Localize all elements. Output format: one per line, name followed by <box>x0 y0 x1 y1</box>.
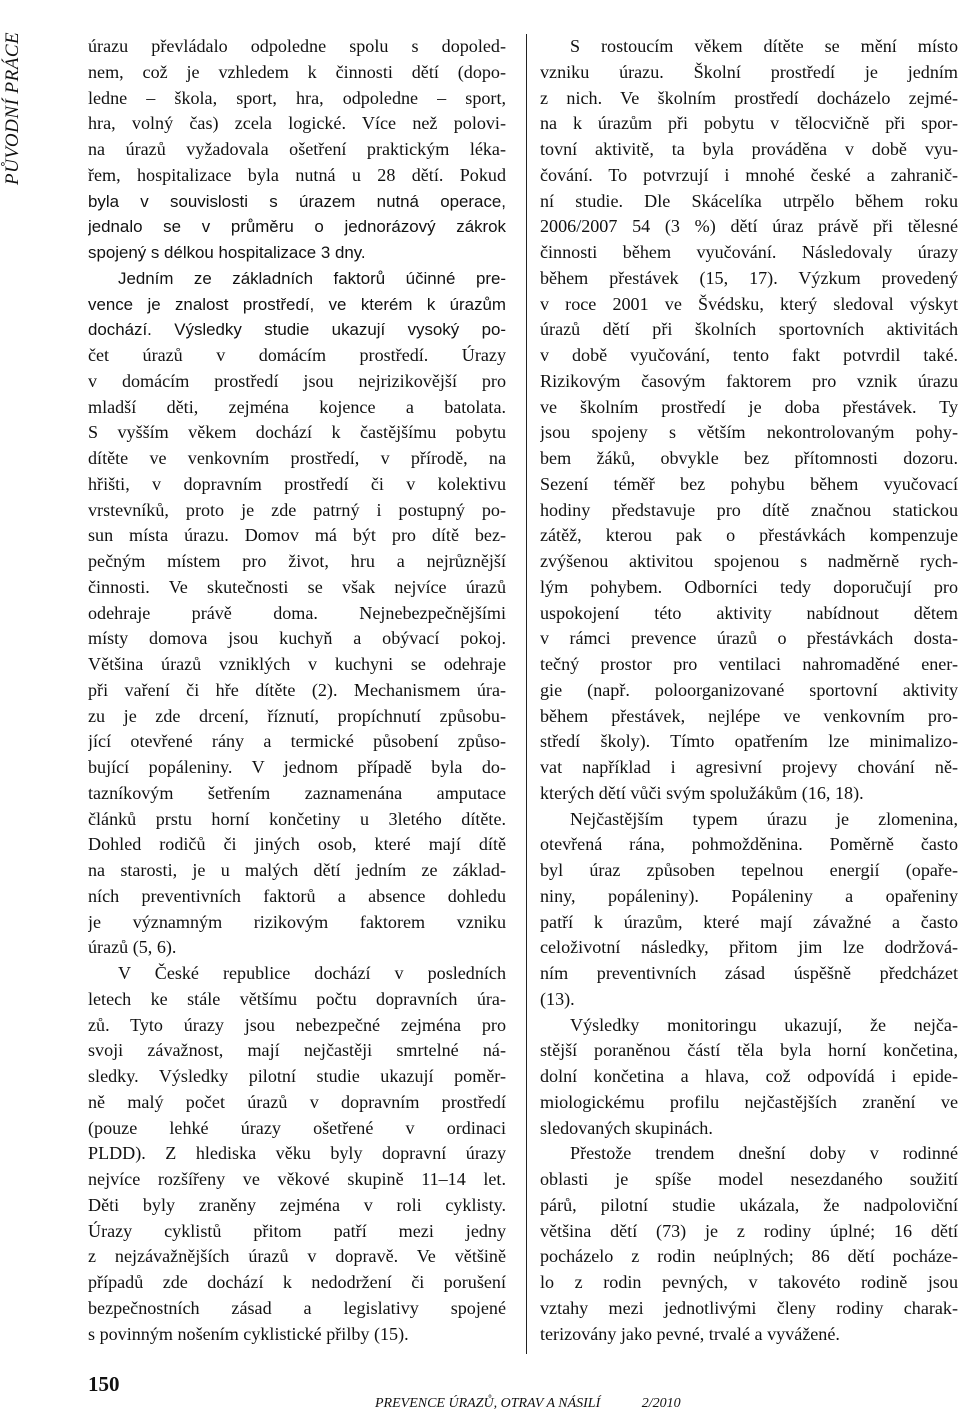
text-line: v rámci prevence úrazů o přestávkách dosta- <box>540 628 958 649</box>
text-line: během přestávek, nejlépe ve venkovním pro- <box>540 705 958 726</box>
text-line: zátěž, kterou pak o přestávkách kompenzuje <box>540 525 958 546</box>
page-number: 150 <box>88 1372 120 1396</box>
text-line: Sezení téměř bez pohybu během vyučovací <box>540 473 958 494</box>
text-line: tovní aktivitě, ta byla prováděna v době vyu- <box>540 139 958 159</box>
text-line: středí školy). Tímto opatřením lze minimalizo- <box>540 731 958 752</box>
text-line: sledovaných skupinách. <box>540 1117 713 1138</box>
text-line: celoživotní následky, přitom jim lze dodržová- <box>540 937 958 958</box>
text-line: pocházelo z rodin neúplných; 86 dětí pocháze- <box>540 1246 958 1267</box>
text-line: (pouze lehké úrazy ošetřené v ordinaci <box>88 1117 506 1138</box>
text-line: čování. To potvrzují i mnohé české a zahranič- <box>540 164 958 185</box>
text-line: ní studie. Dle Skácelíka utrpělo během roku <box>540 190 958 211</box>
text-line: stější poraněnou částí těla byla horní končetina, <box>540 1040 958 1061</box>
text-line: hřišti, v dopravním prostředí či v kolektivu <box>88 473 506 494</box>
text-line: 2006/2007 54 (3 %) dětí úraz právě při tělesné <box>540 216 958 237</box>
text-line: sun místa úrazu. Domov má být pro dítě bez- <box>88 525 506 546</box>
text-line: otevřená rána, pohmožděnina. Poměrně často <box>540 834 958 855</box>
text-line: jednalo se v průměru o jednorázový zákrok <box>88 217 506 237</box>
text-line: Rizikovým časovým faktorem pro vznik úrazu <box>540 370 958 391</box>
text-line: ve školním prostředí je doba přestávek. Ty <box>540 396 958 417</box>
text-line: gie (např. poloorganizované sportovní aktivity <box>540 679 958 700</box>
text-line: hodiny představuje pro dítě značnou statickou <box>540 499 958 520</box>
text-line: lo z rodin pevných, v takovéto rodině jsou <box>540 1272 958 1292</box>
text-line: niny, popáleniny). Popáleniny a opařeniny <box>540 885 958 906</box>
text-line: Přestože trendem dnešní doby v rodinné <box>570 1143 958 1164</box>
text-line: úrazů dětí při školních sportovních aktivitách <box>540 319 958 340</box>
text-line: při vaření či hře dítěte (2). Mechanismem úra- <box>88 679 506 700</box>
text-line: je významným rizikovým faktorem vzniku <box>88 911 506 932</box>
text-line: zvýšenou aktivitou spojenou s nadměrně rych- <box>540 551 958 571</box>
text-line: z nich. Ve školním prostředí docházelo zejmé- <box>540 87 958 108</box>
journal-name: PREVENCE ÚRAZŮ, OTRAV A NÁSILÍ <box>375 1396 601 1411</box>
text-line: vat například i agresivní projevy chování ně- <box>540 757 958 777</box>
text-line: vence je znalost prostředí, ve kterém k úrazům <box>88 294 506 314</box>
text-line: bem žáků, obvykle bez přítomnosti dozoru. <box>540 448 958 468</box>
text-line: Nejčastějším typem úrazu je zlomenina, <box>570 808 958 829</box>
text-line: nem, což je vzhledem k činnosti dětí (dopo- <box>88 61 506 82</box>
text-line: tečný prostor pro ventilaci nahromaděné ener- <box>540 654 958 674</box>
text-line: byla v souvislosti s úrazem nutná operace, <box>88 191 506 211</box>
text-line: párů, pilotní studie ukázala, že nadpoloviční <box>540 1194 958 1215</box>
text-line: V České republice dochází v posledních <box>118 963 506 983</box>
journal-issue: 2/2010 <box>641 1396 681 1411</box>
journal-footer <box>375 1396 681 1412</box>
text-line: spojený s délkou hospitalizace 3 dny. <box>88 243 366 262</box>
text-line: jící otevřené rány a termické působení způso- <box>88 731 506 752</box>
text-line: během přestávek (15, 17). Výzkum provedený <box>540 267 958 288</box>
text-line: uspokojení této aktivity nabídnout dětem <box>540 602 958 623</box>
text-line: jsou spojeny s větším nekontrolovaným pohy- <box>540 422 958 443</box>
left-text-column <box>88 34 506 1347</box>
text-line: čet úrazů v domácím prostředí. Úrazy <box>88 345 506 365</box>
text-line: byl úraz způsoben tepelnou energií (opaře- <box>540 860 958 880</box>
text-line: úrazu převládalo odpoledne spolu s dopoled- <box>88 36 506 56</box>
text-line: odehraje právě doma. Nejnebezpečnějšími <box>88 602 506 623</box>
text-line: případů zde dochází k nedodržení či porušení <box>88 1272 506 1292</box>
text-line: patří k úrazům, které mají závažné a často <box>540 911 958 932</box>
text-line: v době vyučování, tento fakt potvrdil také. <box>540 345 958 365</box>
text-line: řem, hospitalizace byla nutná u 28 dětí. Pokud <box>88 164 506 185</box>
text-line: zů. Tyto úrazy jsou nebezpečné zejména pro <box>88 1014 506 1035</box>
text-line: PLDD). Z hlediska věku byly dopravní úrazy <box>88 1143 506 1164</box>
text-line: nejvíce rozšířeny ve věkové skupině 11–14 let. <box>88 1169 506 1189</box>
text-line: pečným místem pro život, hru a nejrůznější <box>88 551 506 571</box>
text-line: (13). <box>540 988 575 1009</box>
text-line: na k úrazům při pobytu v tělocvičně při spor- <box>540 113 958 134</box>
text-line: dochází. Výsledky studie ukazují vysoký po- <box>88 320 506 340</box>
text-line: v roce 2001 ve Švédsku, který sledoval výskyt <box>540 293 958 314</box>
text-line: Výsledky monitoringu ukazují, že nejča- <box>570 1014 958 1035</box>
text-line: bezpečnostních zásad a legislativy spojené <box>88 1297 506 1318</box>
text-line: úrazů (5, 6). <box>88 937 177 958</box>
text-line: ních preventivních faktorů a absence dohledu <box>88 885 506 906</box>
text-line: dítěte ve venkovním prostředí, v přírodě, na <box>88 448 506 468</box>
text-line: ledne – škola, sport, hra, odpoledne – sport, <box>88 87 506 108</box>
text-line: Dohled rodičů či jiných osob, které mají dítě <box>88 834 506 855</box>
text-line: článků prstu horní končetiny u 3letého dítěte. <box>88 808 506 829</box>
text-line: letech ke stále většímu počtu dopravních úra- <box>88 988 506 1009</box>
text-line: v domácím prostředí jsou nejrizikovější pro <box>88 370 506 391</box>
text-line: ním preventivních zásad úspěšně předcházet <box>540 963 958 983</box>
text-line: na úrazů vyžadovala ošetření praktickým léka- <box>88 139 506 159</box>
text-line: činnosti. Ve skutečnosti se však nejvíce úrazů <box>88 576 506 597</box>
text-line: svoji závažnost, mají nejčastěji smrtelné ná- <box>88 1040 506 1061</box>
text-line: Většina úrazů vzniklých v kuchyni se odehraje <box>88 654 506 674</box>
text-line: vrstevníků, proto je zde patrný i postupný po- <box>88 499 506 520</box>
section-label <box>0 0 34 1414</box>
text-line: z nejzávažnějších úrazů v dopravě. Ve většině <box>88 1246 506 1267</box>
text-line: terizovány jako pevné, trvalé a vyvážené. <box>540 1323 840 1344</box>
text-line: tazníkovým šetřením zaznamenána amputace <box>88 782 506 803</box>
text-line: místy domova jsou kuchyň a obývací pokoj. <box>88 628 506 649</box>
text-line: S rostoucím věkem dítěte se mění místo <box>570 36 958 56</box>
text-line: s povinným nošením cyklistické přilby (15). <box>88 1323 409 1344</box>
right-text-column <box>540 34 958 1347</box>
text-line: Děti byly zraněny zejména v roli cyklisty. <box>88 1194 506 1215</box>
column-divider <box>526 34 527 1354</box>
text-line: dolní končetina a hlava, což odpovídá i epide- <box>540 1066 958 1086</box>
text-line: bující popáleniny. V jednom případě byla do- <box>88 757 506 777</box>
text-line: hra, volný čas) zcela logické. Více než polovi- <box>88 113 506 134</box>
text-line: oblasti je spíše model nesezdaného soužití <box>540 1169 958 1189</box>
text-line: mladší děti, zejména kojence a batolata. <box>88 396 506 417</box>
text-line: zu je zde drcení, říznutí, propíchnutí způsobu- <box>88 705 506 726</box>
text-line: miologickému profilu nejčastějších zranění ve <box>540 1091 958 1112</box>
text-line: ně malý počet úrazů v dopravním prostředí <box>88 1091 506 1112</box>
section-label-text: PŮVODNÍ PRÁCE <box>2 31 23 185</box>
text-line: S vyšším věkem dochází k častějšímu pobytu <box>88 422 506 443</box>
text-line: na starosti, je u malých dětí jedním ze základ- <box>88 860 506 880</box>
text-line: většina dětí (73) je z rodiny úplné; 16 dětí <box>540 1220 958 1241</box>
text-line: lým pohybem. Odborníci tedy doporučují pro <box>540 576 958 597</box>
text-line: vzniku úrazu. Školní prostředí je jedním <box>540 61 958 82</box>
text-line: kterých dětí vůči svým spolužákům (16, 18). <box>540 782 864 803</box>
text-line: Úrazy cyklistů přitom patří mezi jedny <box>88 1220 506 1241</box>
text-line: činnosti během vyučování. Následovaly úrazy <box>540 242 958 262</box>
text-line: vztahy mezi jednotlivými členy rodiny charak- <box>540 1297 958 1318</box>
text-line: sledky. Výsledky pilotní studie ukazují poměr- <box>88 1066 506 1086</box>
text-line: Jedním ze základních faktorů účinné pre- <box>118 268 506 288</box>
